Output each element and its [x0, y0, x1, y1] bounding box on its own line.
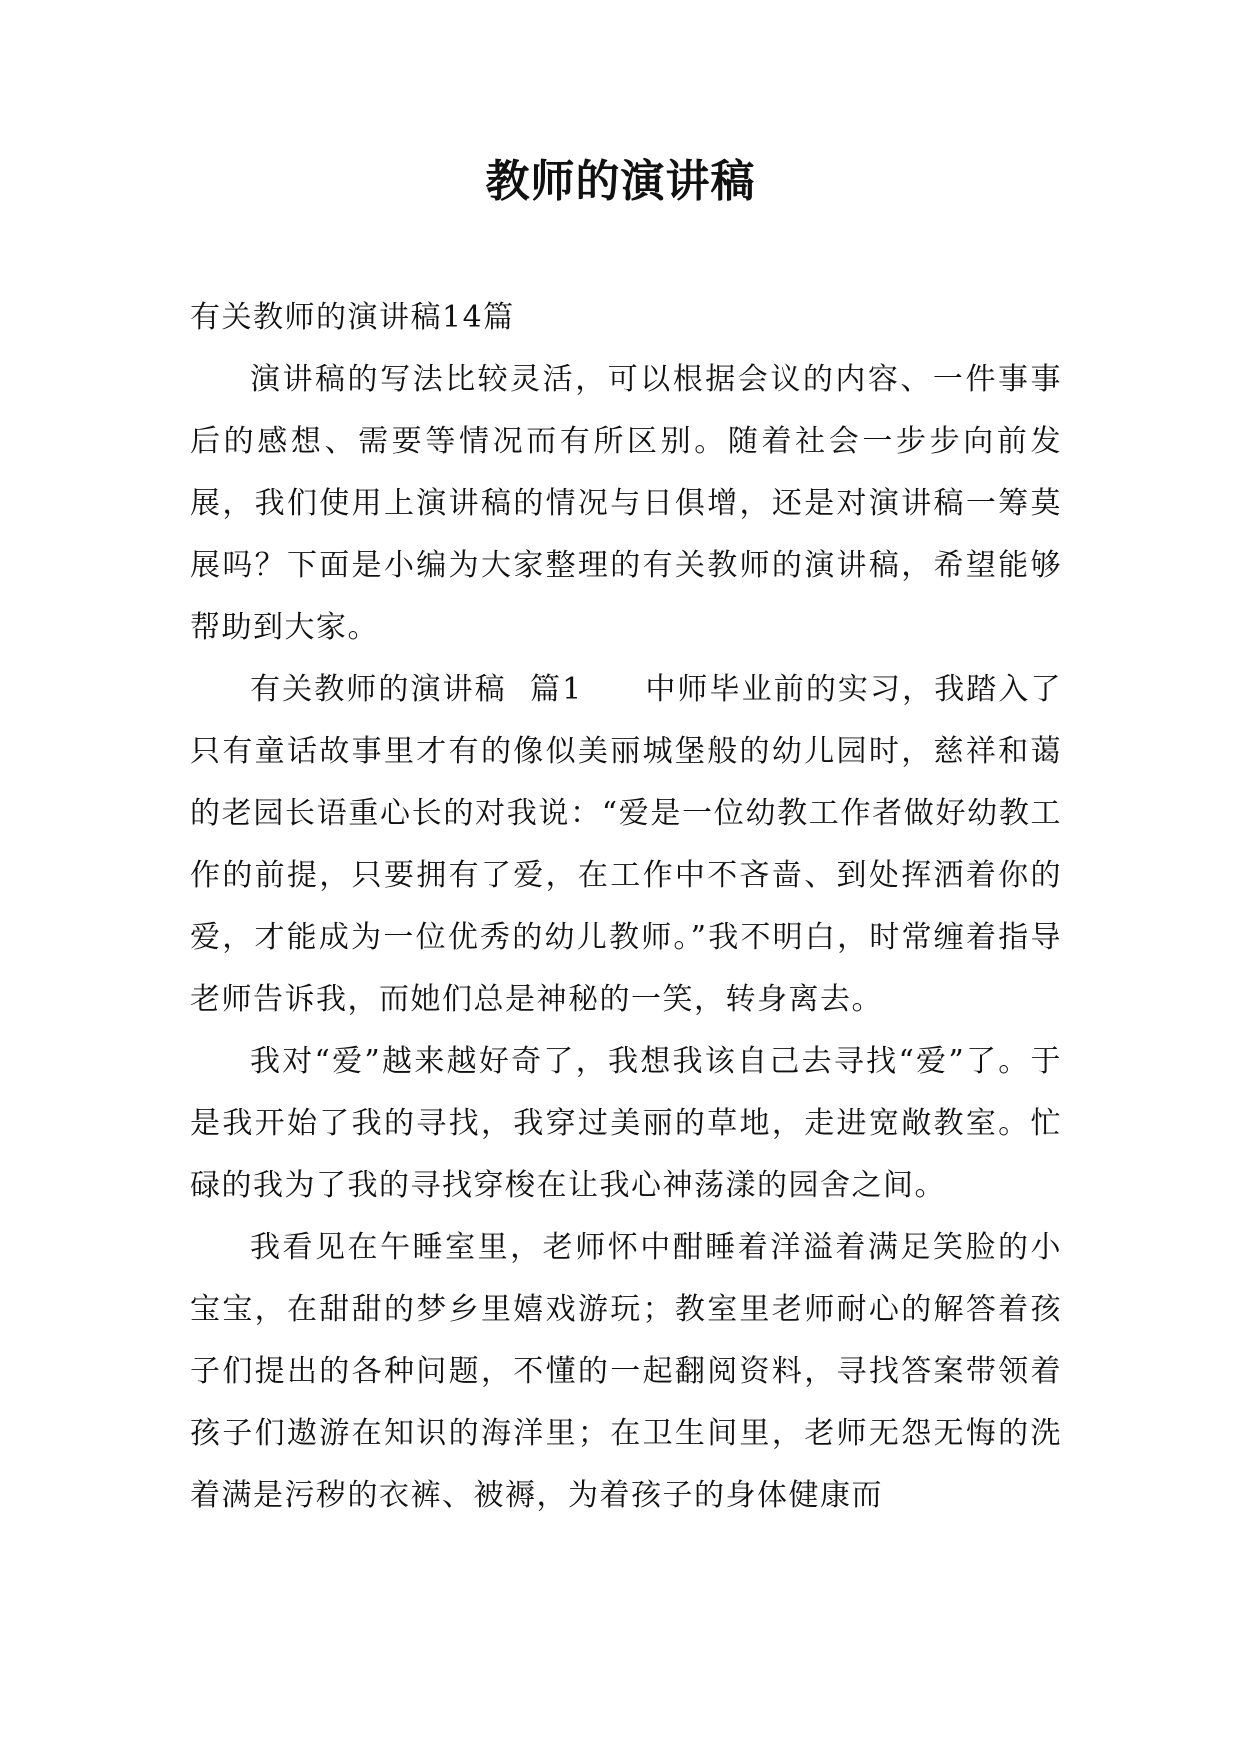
section-1-paragraph-2: 我对“爱”越来越好奇了，我想我该自己去寻找“爱”了。于是我开始了我的寻找，我穿过美丽的草地，走进宽敞教室。忙碌的我为了我的寻找穿梭在让我心神荡漾的园舍之间。 [190, 1044, 1062, 1203]
section-1-paragraph-1: 中师毕业前的实习，我踏入了只有童话故事里才有的像似美丽城堡般的幼儿园时，慈祥和蔼的老园长语重心长的对我说：“爱是一位幼教工作者做好幼教工作的前提，只要拥有了爱，在工作中不吝啬、到处挥洒着你的爱，才能成为一位优秀的幼儿教师。”我不明白，时常缠着指导老师告诉我，而她们总是神秘的一笑，转身离去。 [190, 672, 1062, 1017]
document-subtitle: 有关教师的演讲稿14篇 [190, 300, 515, 335]
document-body [190, 287, 1062, 1527]
document-title: 教师的演讲稿 [485, 156, 756, 207]
section-1-first-paragraph [190, 659, 1062, 1031]
section-1-heading: 有关教师的演讲稿 篇1 [250, 672, 583, 707]
intro-paragraph: 演讲稿的写法比较灵活，可以根据会议的内容、一件事事后的感想、需要等情况而有所区别。随着社会一步步向前发展，我们使用上演讲稿的情况与日俱增，还是对演讲稿一筹莫展吗？下面是小编为大家整理的有关教师的演讲稿，希望能够帮助到大家。 [190, 362, 1062, 645]
section-1-paragraph-3: 我看见在午睡室里，老师怀中酣睡着洋溢着满足笑脸的小宝宝，在甜甜的梦乡里嬉戏游玩；教室里老师耐心的解答着孩子们提出的各种问题，不懂的一起翻阅资料，寻找答案带领着孩子们遨游在知识的海洋里；在卫生间里，老师无怨无悔的洗着满是污秽的衣裤、被褥，为着孩子的身体健康而 [190, 1230, 1062, 1513]
